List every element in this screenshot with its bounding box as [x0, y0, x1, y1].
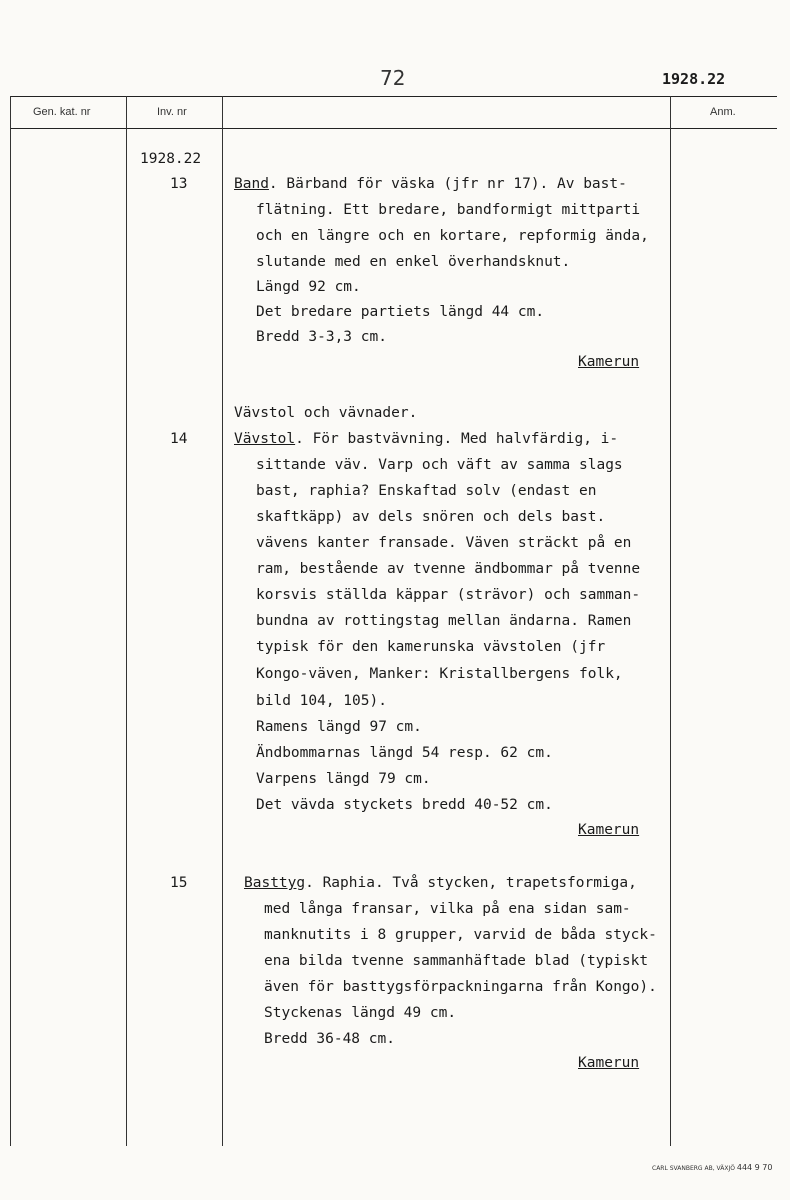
entry-first-line: [234, 426, 618, 452]
entry-title: Band: [234, 176, 269, 192]
entry-text-line: Det vävda styckets bredd 40-52 cm.: [256, 797, 553, 813]
column-divider-left: [10, 96, 11, 1146]
inv-number: 13: [170, 176, 188, 192]
column-header-inv: Inv. nr: [157, 106, 187, 118]
entry-title: Basttyg: [244, 875, 306, 891]
entry-text-line: Styckenas längd 49 cm.: [264, 1005, 457, 1021]
form-number: 444 9 70: [736, 1163, 773, 1172]
entry-text-line: Bredd 36-48 cm.: [264, 1031, 395, 1047]
entry-text-line: Varpens längd 79 cm.: [256, 771, 431, 787]
entry-text-line: Kongo-väven, Manker: Kristallbergens folk,: [256, 666, 623, 682]
entry-text-line: typisk för den kamerunska vävstolen (jfr: [256, 639, 606, 655]
entry-text-line: Ändbommarnas längd 54 resp. 62 cm.: [256, 745, 553, 761]
entry-text-line: och en längre och en kortare, repformig ända,: [256, 228, 649, 244]
entry-text-line: Bredd 3-3,3 cm.: [256, 329, 387, 345]
entry-text-line: bild 104, 105).: [256, 693, 387, 709]
entry-text-line: vävens kanter fransade. Väven sträckt på en: [256, 535, 632, 551]
entry-text-line: . Bärband för väska (jfr nr 17). Av bast-: [268, 176, 627, 192]
inv-number: 15: [170, 875, 188, 891]
printer-footer: [652, 1163, 772, 1172]
entry-text-line: Det bredare partiets längd 44 cm.: [256, 304, 545, 320]
printer-name: CARL SVANBERG AB, VÄXJÖ: [652, 1165, 735, 1172]
column-divider-gen-inv: [126, 96, 127, 1146]
origin-label: Kamerun: [578, 1055, 640, 1071]
entry-text-line: manknutits i 8 grupper, varvid de båda styck-: [264, 927, 657, 943]
entry-text-line: slutande med en enkel överhandsknut.: [256, 254, 571, 270]
entry-title: Vävstol: [234, 431, 296, 447]
entry-text-line: ram, bestående av tvenne ändbommar på tvenne: [256, 561, 641, 577]
entry-text-line: . Raphia. Två stycken, trapetsformiga,: [305, 875, 637, 891]
entry-text-line: även för basttygsförpackningarna från Kongo).: [264, 979, 657, 995]
column-header-gen-kat: Gen. kat. nr: [33, 106, 91, 118]
entry-text-line: . För bastvävning. Med halvfärdig, i-: [295, 431, 619, 447]
origin-label: Kamerun: [578, 822, 640, 838]
column-divider-text-anm: [670, 96, 671, 1146]
entry-text-line: med långa fransar, vilka på ena sidan sam-: [264, 901, 631, 917]
entry-text-line: korsvis ställda käppar (strävor) och samman-: [256, 587, 641, 603]
column-header-anm: Anm.: [710, 106, 736, 118]
entry-text-line: skaftkäpp) av dels snören och dels bast.: [256, 509, 606, 525]
entry-text-line: bundna av rottingstag mellan ändarna. Ramen: [256, 613, 632, 629]
entry-text-line: ena bilda tvenne sammanhäftade blad (typiskt: [264, 953, 649, 969]
year-accession-header: 1928.22: [662, 70, 726, 88]
entry-first-line: [244, 870, 637, 896]
entry-text-line: sittande väv. Varp och väft av samma slags: [256, 457, 623, 473]
origin-label: Kamerun: [578, 354, 640, 370]
inv-number: 14: [170, 431, 188, 447]
entry-text-line: Längd 92 cm.: [256, 279, 361, 295]
entry-first-line: [234, 171, 627, 197]
entry-text-line: bast, raphia? Enskaftad solv (endast en: [256, 483, 597, 499]
inventory-year: 1928.22: [140, 151, 202, 167]
column-divider-inv-text: [222, 96, 223, 1146]
page-number: 72: [380, 66, 406, 90]
entry-text-line: flätning. Ett bredare, bandformigt mittparti: [256, 202, 641, 218]
entry-text-line: Ramens längd 97 cm.: [256, 719, 422, 735]
section-heading: Vävstol och vävnader.: [234, 405, 418, 421]
